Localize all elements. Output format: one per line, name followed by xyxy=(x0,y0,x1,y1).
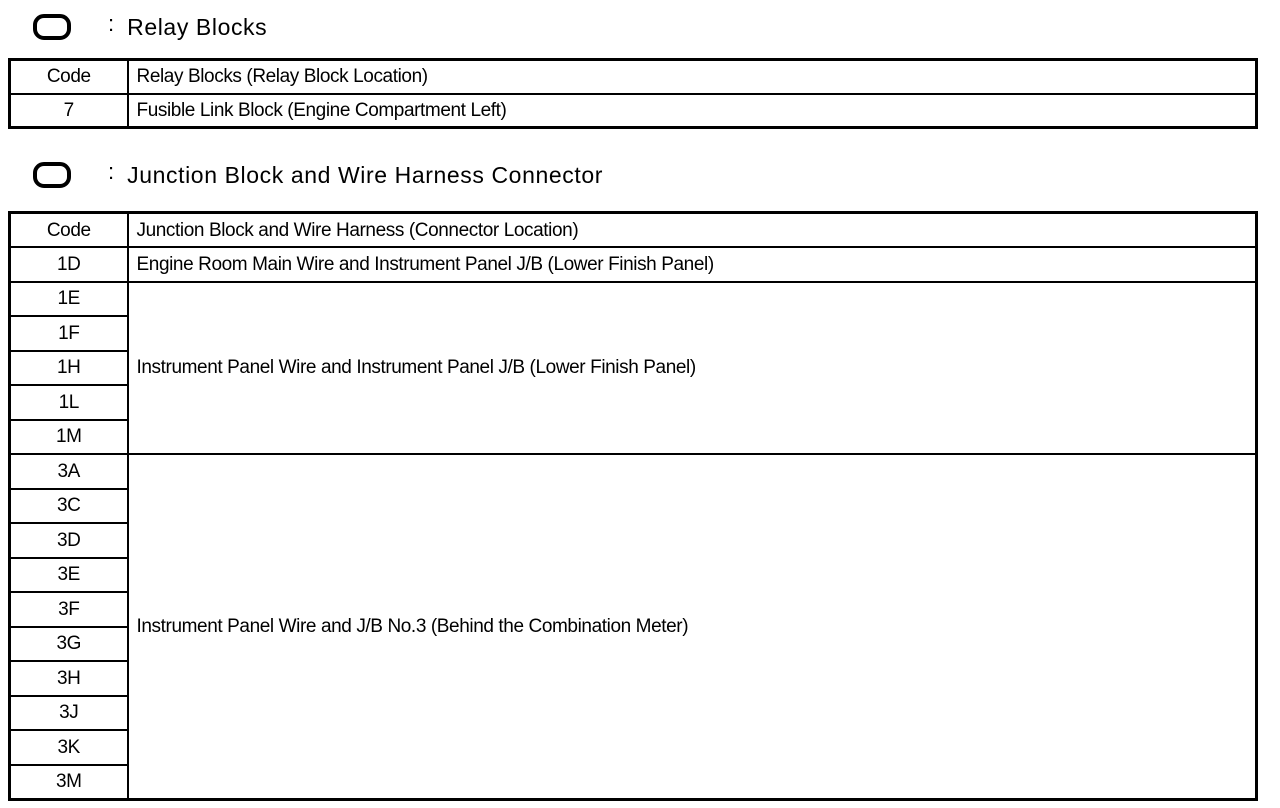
code-cell: 3C xyxy=(10,489,128,524)
code-cell: 3G xyxy=(10,627,128,662)
location-header: Junction Block and Wire Harness (Connector Location) xyxy=(128,213,1257,248)
code-cell: 1H xyxy=(10,351,128,386)
table-row xyxy=(10,94,1257,128)
table-header-row xyxy=(10,213,1257,248)
legend-colon: : xyxy=(108,11,115,36)
table-header-row xyxy=(10,60,1257,94)
code-cell: 3H xyxy=(10,661,128,696)
code-cell: 3A xyxy=(10,454,128,489)
code-cell: 3E xyxy=(10,558,128,593)
table-row xyxy=(10,247,1257,282)
code-cell: 1L xyxy=(10,385,128,420)
junction-block-title: Junction Block and Wire Harness Connector xyxy=(127,161,603,188)
table-row xyxy=(10,454,1257,489)
location-cell: Fusible Link Block (Engine Compartment Left) xyxy=(128,94,1257,128)
code-cell: 1F xyxy=(10,316,128,351)
code-cell: 7 xyxy=(10,94,128,128)
junction-block-legend xyxy=(33,158,603,192)
junction-block-table xyxy=(8,211,1258,801)
rounded-rectangle-symbol-icon xyxy=(33,162,71,188)
code-header: Code xyxy=(10,60,128,94)
code-cell: 1M xyxy=(10,420,128,455)
code-cell: 1E xyxy=(10,282,128,317)
code-cell: 3D xyxy=(10,523,128,558)
code-cell: 3M xyxy=(10,765,128,800)
location-cell: Instrument Panel Wire and J/B No.3 (Behind the Combination Meter) xyxy=(128,454,1257,799)
legend-colon: : xyxy=(108,159,115,184)
code-cell: 1D xyxy=(10,247,128,282)
code-cell: 3J xyxy=(10,696,128,731)
relay-blocks-legend xyxy=(33,10,267,44)
location-cell: Instrument Panel Wire and Instrument Panel J/B (Lower Finish Panel) xyxy=(128,282,1257,455)
rounded-rectangle-symbol-icon xyxy=(33,14,71,40)
code-header: Code xyxy=(10,213,128,248)
location-header: Relay Blocks (Relay Block Location) xyxy=(128,60,1257,94)
table-row xyxy=(10,282,1257,317)
relay-blocks-table xyxy=(8,58,1258,129)
code-cell: 3F xyxy=(10,592,128,627)
location-cell: Engine Room Main Wire and Instrument Panel J/B (Lower Finish Panel) xyxy=(128,247,1257,282)
relay-blocks-title: Relay Blocks xyxy=(127,13,268,40)
code-cell: 3K xyxy=(10,730,128,765)
